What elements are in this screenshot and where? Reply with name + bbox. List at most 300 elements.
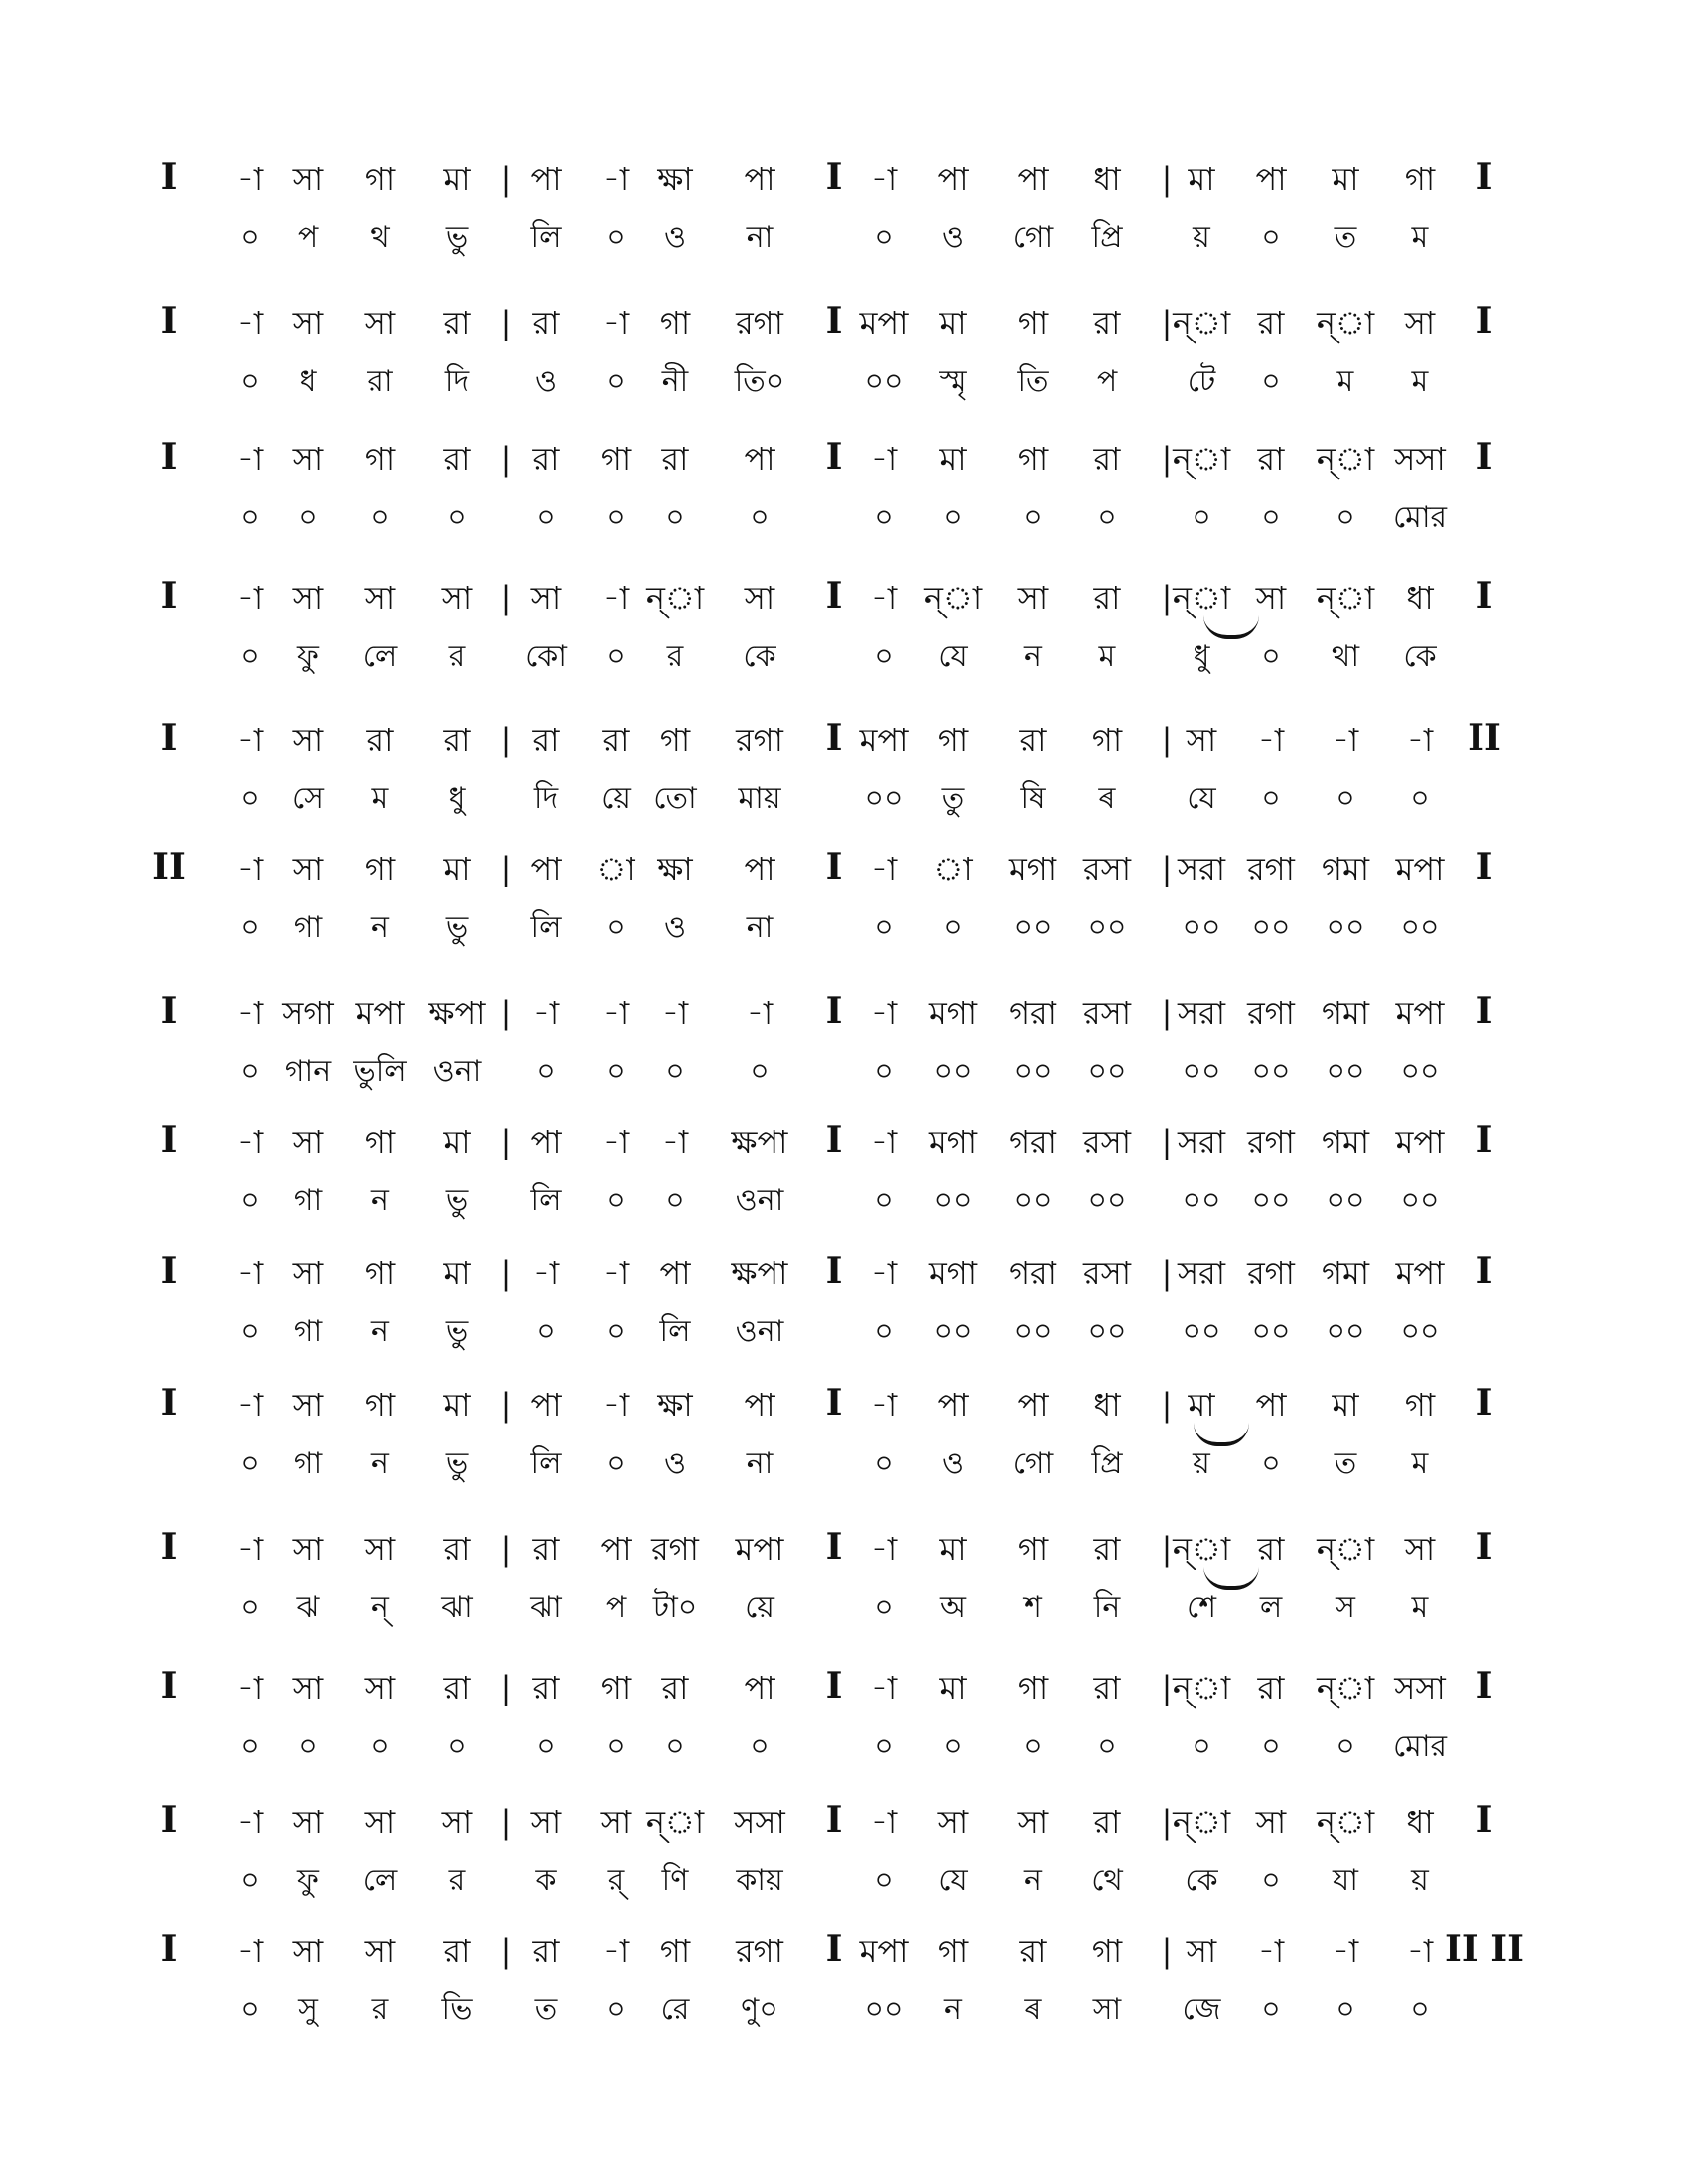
measure-bar-minor: |: [500, 1669, 512, 1706]
lyric-syllable: ০: [1336, 500, 1355, 535]
lyric-syllable: ও: [941, 1446, 965, 1481]
swara-note: সা: [292, 1530, 324, 1568]
lyric-syllable: ধ: [299, 364, 317, 399]
swara-note: রা: [661, 440, 689, 478]
measure-bar-major: I: [1476, 1119, 1493, 1160]
swara-note: -া: [236, 1530, 264, 1568]
swara-note: মা: [443, 1254, 471, 1292]
notation-line: [0, 149, 1688, 268]
swara-note: মপা: [859, 1932, 909, 1970]
measure-bar-major: II II: [1445, 1928, 1524, 1970]
swara-note: গা: [1017, 1669, 1049, 1706]
measure-bar-minor: |: [1161, 579, 1173, 616]
notation-line: [0, 1112, 1688, 1231]
lyric-syllable: লে: [362, 1863, 398, 1898]
swara-note: সা: [1186, 1932, 1217, 1970]
swara-note: -া: [602, 1386, 630, 1424]
lyric-syllable: না: [746, 1446, 774, 1481]
swara-note: সা: [292, 579, 324, 616]
lyric-syllable: কে: [743, 639, 776, 674]
lyric-syllable: রা: [367, 364, 393, 399]
lyric-syllable: মায়: [738, 781, 781, 816]
swara-note: রসা: [1082, 1123, 1132, 1160]
measure-bar-major: I: [825, 717, 843, 758]
lyric-syllable: ০: [606, 500, 626, 535]
lyric-syllable: ধু: [448, 781, 466, 816]
lyric-syllable: ০: [1336, 1992, 1355, 2027]
lyric-syllable: ক: [535, 1863, 557, 1898]
lyric-syllable: ম: [1411, 364, 1429, 399]
swara-note: গা: [937, 1932, 969, 1970]
swara-note: সা: [1404, 1530, 1436, 1568]
swara-note: ন্া: [1172, 304, 1231, 341]
lyric-syllable: ০: [943, 500, 963, 535]
swara-note: সরা: [1177, 1254, 1226, 1292]
swara-note: -া: [236, 304, 264, 341]
lyric-syllable: ০: [874, 1863, 894, 1898]
measure-bar-major: I: [160, 436, 178, 478]
swara-note: মপা: [355, 994, 405, 1031]
lyric-syllable: ত: [1334, 1446, 1357, 1481]
swara-note: রা: [1093, 304, 1121, 341]
swara-note: সা: [744, 579, 775, 616]
lyric-syllable: টে: [1187, 364, 1216, 399]
lyric-syllable: দি: [533, 781, 559, 816]
lyric-syllable: ০: [240, 1314, 260, 1349]
lyric-syllable: ০: [606, 1446, 626, 1481]
swara-note: মা: [443, 850, 471, 887]
swara-note: রা: [443, 304, 471, 341]
swara-note: মপা: [1395, 850, 1445, 887]
notation-line: [0, 429, 1688, 548]
lyric-syllable: ০০: [1087, 1314, 1127, 1349]
lyric-syllable: জে: [1182, 1992, 1221, 2027]
lyric-syllable: ম: [1411, 220, 1429, 255]
swara-note: পা: [600, 1530, 632, 1568]
lyric-syllable: ও: [663, 220, 687, 255]
lyric-syllable: ঝা: [441, 1590, 473, 1625]
lyric-syllable: ০: [240, 364, 260, 399]
lyric-syllable: ম: [1411, 1446, 1429, 1481]
lyric-syllable: ষি: [1020, 781, 1046, 816]
swara-note: গা: [364, 160, 396, 198]
measure-bar-major: I: [160, 156, 178, 198]
lyric-syllable: ০: [943, 1729, 963, 1764]
swara-note: সা: [600, 1803, 632, 1841]
swara-note: -া: [870, 1669, 898, 1706]
measure-bar-major: I: [160, 1526, 178, 1568]
lyric-syllable: ণু০: [741, 1992, 778, 2027]
swara-note: রা: [1019, 721, 1047, 758]
lyric-syllable: ০০: [1087, 910, 1127, 945]
measure-bar-major: I: [160, 717, 178, 758]
lyric-syllable: ৰ: [1098, 781, 1116, 816]
lyric-syllable: ০: [1192, 1729, 1211, 1764]
swara-note: ন্া: [1172, 440, 1231, 478]
swara-note: সা: [1255, 579, 1287, 616]
swara-note: -া: [1257, 1932, 1285, 1970]
swara-note: রগা: [736, 721, 783, 758]
swara-note: মা: [939, 440, 967, 478]
swara-note: ন্া: [1316, 579, 1375, 616]
swara-note: সসা: [1394, 440, 1446, 478]
swara-note: ন্া: [1172, 1530, 1231, 1568]
swara-note: পা: [1255, 160, 1287, 198]
swara-note: ন্া: [1316, 1669, 1375, 1706]
lyric-syllable: য়: [1411, 1863, 1429, 1898]
measure-bar-minor: |: [1161, 1254, 1173, 1292]
lyric-syllable: ০: [536, 1314, 556, 1349]
swara-note: মা: [443, 1123, 471, 1160]
slur-mark: [1203, 1567, 1259, 1590]
lyric-syllable: ০০: [1400, 1054, 1440, 1089]
swara-note: -া: [870, 440, 898, 478]
lyric-syllable: ০০: [1326, 1314, 1365, 1349]
swara-note: ধা: [1406, 579, 1434, 616]
lyric-syllable: কে: [1185, 1863, 1218, 1898]
swara-note: মা: [939, 304, 967, 341]
swara-note: -া: [236, 440, 264, 478]
lyric-syllable: র: [371, 1992, 389, 2027]
swara-note: -া: [236, 160, 264, 198]
swara-note: -া: [236, 850, 264, 887]
lyric-syllable: ন: [1024, 1863, 1042, 1898]
swara-note: া: [933, 850, 973, 887]
lyric-syllable: ম: [1336, 364, 1354, 399]
lyric-syllable: মোর: [1392, 1729, 1448, 1764]
lyric-syllable: ন্: [371, 1590, 389, 1625]
swara-note: -া: [532, 994, 560, 1031]
measure-bar-major: I: [160, 300, 178, 341]
lyric-syllable: না: [746, 220, 774, 255]
swara-note: -া: [1257, 721, 1285, 758]
lyric-syllable: গা: [293, 910, 323, 945]
notation-line: [0, 1375, 1688, 1494]
swara-note: পা: [937, 160, 969, 198]
swara-note: -া: [602, 160, 630, 198]
swara-note: মপা: [859, 721, 909, 758]
lyric-syllable: ০: [1097, 1729, 1117, 1764]
lyric-syllable: লি: [530, 220, 562, 255]
swara-note: রা: [602, 721, 630, 758]
swara-note: রা: [443, 1530, 471, 1568]
lyric-syllable: ল: [1259, 1590, 1283, 1625]
lyric-syllable: ০: [240, 1590, 260, 1625]
lyric-syllable: কে: [1403, 639, 1437, 674]
swara-note: গরা: [1009, 1254, 1056, 1292]
swara-note: -া: [602, 994, 630, 1031]
swara-note: ন্া: [1316, 304, 1375, 341]
swara-note: সগা: [282, 994, 334, 1031]
lyric-syllable: সে: [292, 781, 324, 816]
lyric-syllable: ০: [240, 1729, 260, 1764]
swara-note: গা: [364, 850, 396, 887]
lyric-syllable: ও: [941, 220, 965, 255]
measure-bar-major: II: [152, 846, 186, 887]
lyric-syllable: ০০: [1251, 1183, 1291, 1218]
swara-note: সা: [1017, 1803, 1049, 1841]
lyric-syllable: ০: [240, 910, 260, 945]
measure-bar-major: I: [1476, 1526, 1493, 1568]
measure-bar-minor: |: [1161, 850, 1173, 887]
lyric-syllable: ফু: [297, 639, 319, 674]
swara-note: রা: [443, 440, 471, 478]
swara-note: -া: [661, 1123, 689, 1160]
lyric-syllable: ০: [874, 1314, 894, 1349]
swara-note: রা: [532, 1669, 560, 1706]
swara-note: -া: [1406, 721, 1434, 758]
lyric-syllable: ও: [663, 1446, 687, 1481]
measure-bar-minor: |: [500, 440, 512, 478]
swara-note: -া: [1332, 721, 1359, 758]
measure-bar-minor: |: [500, 1932, 512, 1970]
lyric-syllable: ০: [1261, 1729, 1281, 1764]
measure-bar-major: II: [1468, 717, 1501, 758]
swara-note: -া: [870, 1530, 898, 1568]
lyric-syllable: প্রি: [1091, 1446, 1123, 1481]
swara-note: পা: [530, 1386, 562, 1424]
measure-bar-minor: |: [500, 1530, 512, 1568]
lyric-syllable: তি০: [734, 364, 785, 399]
swara-note: সা: [530, 1803, 562, 1841]
measure-bar-major: I: [160, 575, 178, 616]
measure-bar-minor: |: [500, 850, 512, 887]
swara-note: পা: [744, 1669, 775, 1706]
swara-note: -া: [870, 1123, 898, 1160]
lyric-syllable: ০: [1261, 781, 1281, 816]
lyric-syllable: ০০: [1013, 1183, 1053, 1218]
lyric-syllable: লে: [362, 639, 398, 674]
swara-note: -া: [236, 994, 264, 1031]
lyric-syllable: ০: [536, 500, 556, 535]
swara-note: সা: [292, 1386, 324, 1424]
lyric-syllable: ০: [240, 220, 260, 255]
lyric-syllable: তো: [653, 781, 697, 816]
swara-note: পা: [1017, 1386, 1049, 1424]
lyric-syllable: ০: [536, 1729, 556, 1764]
swara-note: ন্া: [1172, 1803, 1231, 1841]
swara-note: সা: [292, 850, 324, 887]
lyric-syllable: ০: [1192, 500, 1211, 535]
lyric-syllable: শ: [1024, 1590, 1042, 1625]
lyric-syllable: কো: [525, 639, 567, 674]
measure-bar-major: I: [1476, 1799, 1493, 1841]
measure-bar-major: I: [1476, 156, 1493, 198]
swara-note: -া: [236, 579, 264, 616]
swara-note: রা: [1257, 304, 1285, 341]
swara-note: সা: [1404, 304, 1436, 341]
lyric-syllable: গো: [1012, 1446, 1054, 1481]
swara-note: গা: [1091, 721, 1123, 758]
lyric-syllable: ০: [536, 1054, 556, 1089]
lyric-syllable: ০০: [1251, 1054, 1291, 1089]
lyric-syllable: না: [746, 910, 774, 945]
swara-note: -া: [602, 1123, 630, 1160]
swara-note: মা: [443, 1386, 471, 1424]
swara-note: গা: [364, 440, 396, 478]
swara-note: মগা: [928, 994, 978, 1031]
measure-bar-major: I: [825, 156, 843, 198]
swara-note: সা: [292, 721, 324, 758]
swara-note: সা: [364, 579, 396, 616]
lyric-syllable: ০: [606, 1992, 626, 2027]
lyric-syllable: ০: [665, 1054, 685, 1089]
lyric-syllable: স: [1336, 1590, 1355, 1625]
swara-note: -া: [870, 579, 898, 616]
lyric-syllable: ম: [371, 781, 389, 816]
swara-note: গা: [364, 1254, 396, 1292]
swara-note: রা: [366, 721, 394, 758]
measure-bar-major: I: [160, 990, 178, 1031]
swara-note: রা: [443, 721, 471, 758]
lyric-syllable: ০: [606, 1314, 626, 1349]
measure-bar-major: I: [825, 1928, 843, 1970]
lyric-syllable: ন: [371, 1314, 389, 1349]
swara-note: রা: [532, 721, 560, 758]
lyric-syllable: গো: [1012, 220, 1054, 255]
lyric-syllable: ফু: [297, 1863, 319, 1898]
swara-note: ধা: [1093, 160, 1121, 198]
swara-note: গা: [1404, 160, 1436, 198]
swara-note: রা: [532, 304, 560, 341]
swara-note: ক্ষা: [657, 1386, 693, 1424]
lyric-syllable: ণি: [661, 1863, 689, 1898]
swara-note: রা: [532, 1530, 560, 1568]
swara-note: রা: [1093, 579, 1121, 616]
swara-note: গা: [600, 440, 632, 478]
lyric-syllable: ০: [874, 1183, 894, 1218]
lyric-syllable: ০: [240, 1992, 260, 2027]
swara-note: ন্া: [1172, 1669, 1231, 1706]
slur-mark: [1203, 615, 1259, 639]
lyric-syllable: ০০: [1013, 1314, 1053, 1349]
swara-note: -া: [236, 1386, 264, 1424]
swara-note: গা: [1091, 1932, 1123, 1970]
lyric-syllable: ০: [298, 1729, 318, 1764]
lyric-syllable: ০০: [1400, 1183, 1440, 1218]
measure-bar-major: I: [825, 1119, 843, 1160]
lyric-syllable: ন: [371, 910, 389, 945]
lyric-syllable: ০: [1261, 1446, 1281, 1481]
lyric-syllable: ০: [240, 500, 260, 535]
lyric-syllable: ত: [1334, 220, 1357, 255]
lyric-syllable: ০: [665, 1729, 685, 1764]
lyric-syllable: ম: [1411, 1590, 1429, 1625]
swara-note: রগা: [1247, 850, 1295, 887]
swara-note: সা: [292, 1254, 324, 1292]
swara-note: সা: [292, 1803, 324, 1841]
lyric-syllable: ৰ: [1024, 1992, 1042, 2027]
lyric-syllable: ০: [874, 220, 894, 255]
swara-note: রা: [661, 1669, 689, 1706]
swara-note: গা: [1017, 440, 1049, 478]
swara-note: সা: [364, 1530, 396, 1568]
lyric-syllable: ভু: [445, 1183, 469, 1218]
measure-bar-major: I: [1476, 575, 1493, 616]
notation-line: [0, 293, 1688, 412]
measure-bar-minor: |: [500, 304, 512, 341]
lyric-syllable: ন: [371, 1183, 389, 1218]
measure-bar-minor: |: [500, 1386, 512, 1424]
swara-note: সা: [364, 304, 396, 341]
lyric-syllable: ০: [874, 1446, 894, 1481]
lyric-syllable: ০০: [1251, 910, 1291, 945]
swara-note: গমা: [1321, 1123, 1370, 1160]
lyric-syllable: য়ে: [601, 781, 631, 816]
swara-note: -া: [236, 1254, 264, 1292]
swara-note: রসা: [1082, 1254, 1132, 1292]
notation-line: [0, 1792, 1688, 1911]
lyric-syllable: ঝা: [530, 1590, 562, 1625]
lyric-syllable: শে: [1187, 1590, 1216, 1625]
swara-note: সরা: [1177, 994, 1226, 1031]
lyric-syllable: য়ে: [745, 1590, 774, 1625]
notation-line: [0, 839, 1688, 958]
lyric-syllable: ০০: [1087, 1054, 1127, 1089]
swara-note: -া: [236, 1932, 264, 1970]
swara-note: গা: [1017, 304, 1049, 341]
notation-line: [0, 1243, 1688, 1362]
lyric-syllable: ০: [240, 1863, 260, 1898]
swara-note: গমা: [1321, 1254, 1370, 1292]
swara-note: ন্া: [923, 579, 983, 616]
lyric-syllable: ০: [1336, 781, 1355, 816]
lyric-syllable: ০০: [1251, 1314, 1291, 1349]
swara-note: মগা: [928, 1123, 978, 1160]
lyric-syllable: য়: [1193, 220, 1210, 255]
swara-note: পা: [744, 1386, 775, 1424]
swara-note: সা: [292, 160, 324, 198]
lyric-syllable: ০: [1097, 500, 1117, 535]
swara-note: সা: [364, 1669, 396, 1706]
lyric-syllable: ভুলি: [353, 1054, 407, 1089]
swara-note: গমা: [1321, 850, 1370, 887]
swara-note: ক্ষপা: [731, 1123, 788, 1160]
swara-note: -া: [870, 994, 898, 1031]
measure-bar-major: I: [1476, 300, 1493, 341]
lyric-syllable: ০: [1023, 500, 1043, 535]
swara-note: গা: [659, 1932, 691, 1970]
measure-bar-major: I: [160, 1382, 178, 1424]
swara-note: পা: [659, 1254, 691, 1292]
swara-note: ক্ষপা: [428, 994, 486, 1031]
swara-note: মগা: [928, 1254, 978, 1292]
swara-note: া: [596, 850, 635, 887]
lyric-syllable: ০০: [1326, 1054, 1365, 1089]
swara-note: মগা: [1008, 850, 1057, 887]
swara-note: -া: [602, 579, 630, 616]
swara-note: সা: [292, 1669, 324, 1706]
swara-note: গা: [1017, 1530, 1049, 1568]
swara-note: রা: [1257, 440, 1285, 478]
notation-line: [0, 983, 1688, 1102]
lyric-syllable: ০: [874, 1590, 894, 1625]
lyric-syllable: সু: [298, 1992, 318, 2027]
notation-line: [0, 710, 1688, 829]
measure-bar-minor: |: [1161, 1932, 1173, 1970]
measure-bar-major: I: [825, 1799, 843, 1841]
swara-note: রা: [1093, 440, 1121, 478]
lyric-syllable: ০: [447, 500, 467, 535]
lyric-syllable: ০০: [933, 1183, 973, 1218]
measure-bar-major: I: [825, 1250, 843, 1292]
swara-note: সা: [1255, 1803, 1287, 1841]
swara-note: পা: [530, 850, 562, 887]
swara-note: মা: [1332, 160, 1359, 198]
swara-note: রসা: [1082, 994, 1132, 1031]
notation-line: [0, 568, 1688, 687]
lyric-syllable: ০০: [1013, 1054, 1053, 1089]
